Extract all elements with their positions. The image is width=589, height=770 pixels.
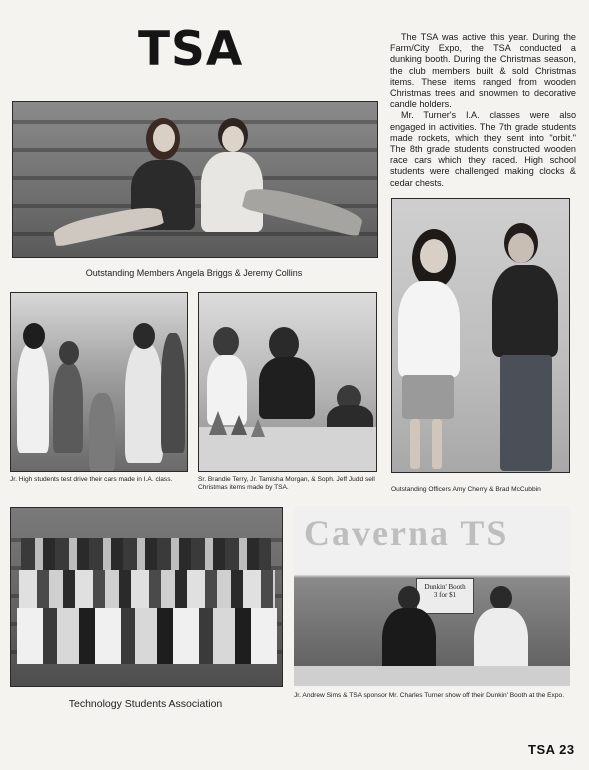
article-text (390, 32, 576, 189)
caption-outstanding-members: Outstanding Members Angela Briggs & Jeremy Collins (85, 268, 303, 278)
caption-dunkin-booth: Jr. Andrew Sims & TSA sponsor Mr. Charles Turner show off their Dunkin' Booth at the Expo. (294, 692, 565, 699)
photo-race-cars (10, 292, 188, 472)
photo-dunkin-booth (294, 506, 570, 686)
photo-group (10, 507, 283, 687)
booth-sign-text: Dunkin' Booth (424, 583, 466, 591)
caption-group: Technology Students Association (68, 698, 223, 710)
page-title: TSA (138, 22, 244, 77)
paragraph-2: Mr. Turner's I.A. classes were also engaged in activities. The 7th grade students made rockets, which they sent into "orbit." The 8th grade students constructed wooden race cars which they raced. High school students were challenged making clocks & cedar chests. (390, 110, 576, 188)
photo-outstanding-officers (391, 198, 570, 473)
page-number: TSA 23 (528, 742, 575, 757)
caption-race-cars: Jr. High students test drive their cars made in I.A. class. (10, 476, 173, 483)
photo-christmas-items (198, 292, 377, 472)
booth-sign-price: 3 for $1 (433, 591, 457, 599)
paragraph-1: The TSA was active this year. During the Farm/City Expo, the TSA conducted a dunking booth. During the Christmas season, the club members built & sold Christmas items. These items ranged from wooden Christmas trees and snowmen to decorative candle holders. (390, 32, 576, 110)
banner-text: Caverna TS (304, 513, 509, 553)
caption-outstanding-officers: Outstanding Officers Amy Cherry & Brad McCubbin (391, 486, 541, 493)
photo-outstanding-members (12, 101, 378, 258)
caption-christmas-items: Sr. Brandie Terry, Jr. Tamisha Morgan, & Soph. Jeff Judd sell Christmas items made by TSA. (198, 476, 375, 492)
